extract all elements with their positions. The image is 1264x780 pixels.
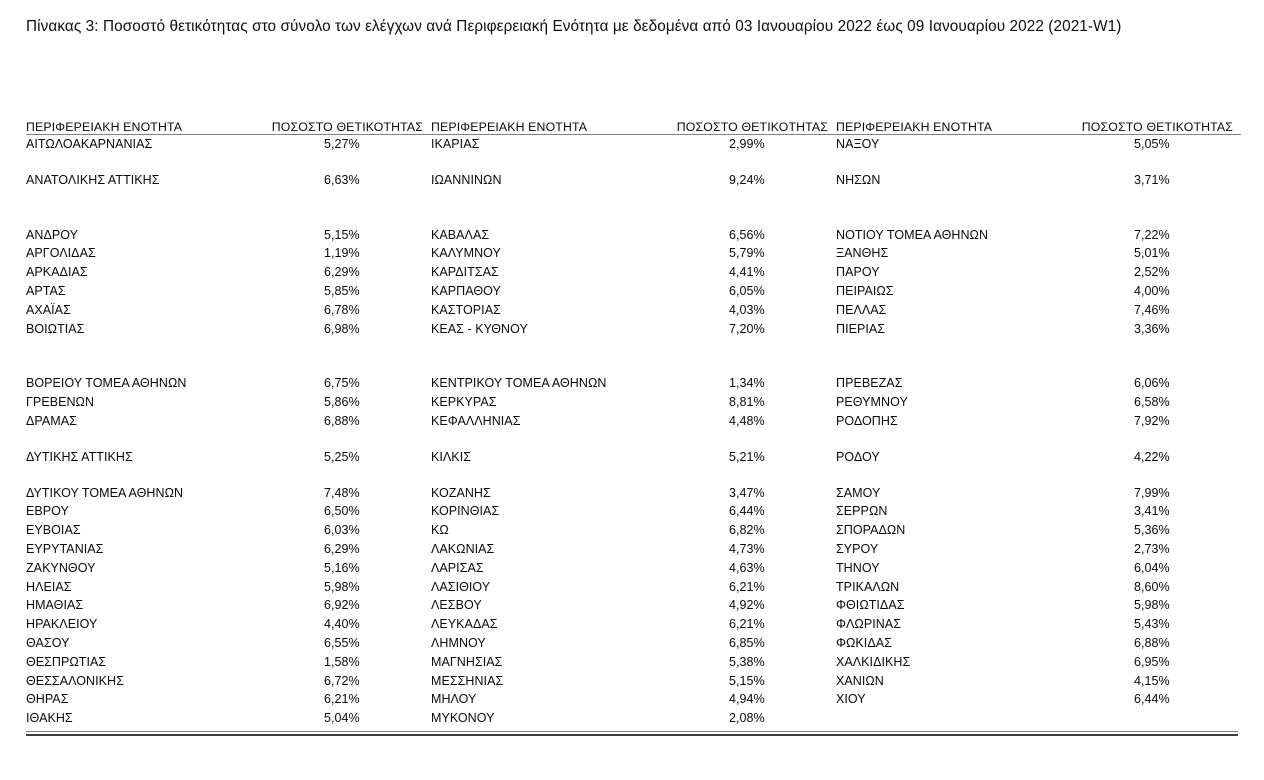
table-header <box>26 120 1241 135</box>
positivity-value-cell: 8,81% <box>729 395 765 410</box>
positivity-value-cell: 6,44% <box>1134 692 1170 707</box>
region-name-cell <box>836 709 1036 728</box>
region-name-cell: ΘΕΣΣΑΛΟΝΙΚΗΣ <box>26 673 124 688</box>
positivity-value-cell: 3,41% <box>1134 504 1170 519</box>
positivity-value-cell: 6,04% <box>1134 560 1170 575</box>
table-row <box>26 615 1241 634</box>
spacer-cell <box>26 467 1241 484</box>
positivity-value-cell: 3,36% <box>1134 321 1170 336</box>
positivity-value-cell: 6,56% <box>729 227 765 242</box>
table-row <box>26 521 1241 540</box>
region-name-cell: ΝΗΣΩΝ <box>836 172 881 187</box>
positivity-value-cell: 9,24% <box>729 172 765 187</box>
positivity-value-cell: 6,06% <box>1134 376 1170 391</box>
positivity-value-cell: 5,15% <box>324 227 360 242</box>
region-name-cell: ΦΩΚΙΔΑΣ <box>836 635 892 650</box>
region-name-cell: ΙΚΑΡΙΑΣ <box>431 137 480 151</box>
positivity-rate-table <box>26 120 1241 728</box>
column-header-region-2: ΠΕΡΙΦΕΡΕΙΑΚΗ ΕΝΟΤΗΤΑ <box>431 120 631 135</box>
positivity-value-cell: 6,50% <box>324 504 360 519</box>
positivity-value-cell: 6,55% <box>324 635 360 650</box>
positivity-value-cell: 5,15% <box>729 673 765 688</box>
region-name-cell: ΣΑΜΟΥ <box>836 485 881 500</box>
region-name-cell: ΧΙΟΥ <box>836 692 866 707</box>
positivity-value-cell: 5,85% <box>324 283 360 298</box>
region-name-cell: ΒΟΡΕΙΟΥ ΤΟΜΕΑ ΑΘΗΝΩΝ <box>26 376 187 391</box>
region-name-cell: ΑΡΚΑΔΙΑΣ <box>26 265 88 280</box>
positivity-value-cell: 6,03% <box>324 523 360 538</box>
region-name-cell: ΕΥΡΥΤΑΝΙΑΣ <box>26 541 104 556</box>
region-name-cell: ΦΘΙΩΤΙΔΑΣ <box>836 598 905 613</box>
positivity-value-cell: 4,00% <box>1134 283 1170 298</box>
table-row-spacer <box>26 356 1241 374</box>
region-name-cell: ΚΕΝΤΡΙΚΟΥ ΤΟΜΕΑ ΑΘΗΝΩΝ <box>431 376 607 391</box>
positivity-value-cell: 6,75% <box>324 376 360 391</box>
positivity-value-cell: 7,99% <box>1134 485 1170 500</box>
region-name-cell: ΚΑΣΤΟΡΙΑΣ <box>431 302 501 317</box>
region-name-cell: ΘΕΣΠΡΩΤΙΑΣ <box>26 654 107 669</box>
region-name-cell: ΛΑΣΙΘΙΟΥ <box>431 579 491 594</box>
positivity-value-cell: 5,27% <box>324 137 360 151</box>
positivity-value-cell: 7,20% <box>729 321 765 336</box>
rule-thick <box>26 734 1238 736</box>
positivity-value-cell: 4,48% <box>729 413 765 428</box>
region-name-cell: ΤΗΝΟΥ <box>836 560 880 575</box>
spacer-cell <box>26 154 1241 171</box>
table-row <box>26 244 1241 263</box>
column-header-percent-1: ΠΟΣΟΣΤΟ ΘΕΤΙΚΟΤΗΤΑΣ <box>226 120 431 135</box>
region-name-cell: ΛΑΡΙΣΑΣ <box>431 560 484 575</box>
positivity-value-cell: 4,15% <box>1134 673 1170 688</box>
positivity-value-cell: 5,79% <box>729 246 765 261</box>
positivity-value-cell: 5,05% <box>1134 137 1170 151</box>
table-row <box>26 263 1241 282</box>
spacer-cell <box>26 190 1241 208</box>
table-row-spacer <box>26 154 1241 171</box>
positivity-value-cell: 4,22% <box>1134 449 1170 464</box>
positivity-value-cell: 5,36% <box>1134 523 1170 538</box>
positivity-value-cell: 6,98% <box>324 321 360 336</box>
region-name-cell: ΤΡΙΚΑΛΩΝ <box>836 579 900 594</box>
region-name-cell: ΠΕΛΛΑΣ <box>836 302 887 317</box>
positivity-value-cell: 6,05% <box>729 283 765 298</box>
region-name-cell: ΠΑΡΟΥ <box>836 265 880 280</box>
region-name-cell: ΗΡΑΚΛΕΙΟΥ <box>26 617 98 632</box>
region-name-cell: ΜΥΚΟΝΟΥ <box>431 711 495 726</box>
table-row <box>26 226 1241 245</box>
region-name-cell: ΚΕΡΚΥΡΑΣ <box>431 395 497 410</box>
column-header-percent-2: ΠΟΣΟΣΤΟ ΘΕΤΙΚΟΤΗΤΑΣ <box>631 120 836 135</box>
region-name-cell: ΛΕΣΒΟΥ <box>431 598 482 613</box>
column-header-region-1: ΠΕΡΙΦΕΡΕΙΑΚΗ ΕΝΟΤΗΤΑ <box>26 120 226 135</box>
positivity-value-cell: 6,21% <box>324 692 360 707</box>
table-row <box>26 393 1241 412</box>
positivity-rate-table-container <box>26 120 1238 728</box>
region-name-cell: ΧΑΛΚΙΔΙΚΗΣ <box>836 654 911 669</box>
spacer-cell <box>26 338 1241 356</box>
table-row <box>26 653 1241 672</box>
region-name-cell: ΚΑΡΔΙΤΣΑΣ <box>431 265 499 280</box>
positivity-value-cell: 5,98% <box>324 579 360 594</box>
positivity-value-cell: 4,94% <box>729 692 765 707</box>
table-row <box>26 502 1241 521</box>
positivity-value-cell: 2,52% <box>1134 265 1170 280</box>
positivity-value-cell: 2,08% <box>729 711 765 726</box>
table-row <box>26 484 1241 503</box>
region-name-cell: ΚΑΡΠΑΘΟΥ <box>431 283 501 298</box>
region-name-cell: ΚΕΑΣ - ΚΥΘΝΟΥ <box>431 321 528 336</box>
region-name-cell: ΕΥΒΟΙΑΣ <box>26 523 81 538</box>
region-name-cell: ΠΙΕΡΙΑΣ <box>836 321 886 336</box>
region-name-cell: ΗΜΑΘΙΑΣ <box>26 598 84 613</box>
table-row-spacer <box>26 431 1241 448</box>
region-name-cell: ΙΩΑΝΝΙΝΩΝ <box>431 172 502 187</box>
spacer-cell <box>26 356 1241 374</box>
table-row-spacer <box>26 190 1241 208</box>
region-name-cell: ΙΘΑΚΗΣ <box>26 711 73 726</box>
region-name-cell: ΔΡΑΜΑΣ <box>26 413 77 428</box>
positivity-value-cell: 5,21% <box>729 449 765 464</box>
column-header-region-3: ΠΕΡΙΦΕΡΕΙΑΚΗ ΕΝΟΤΗΤΑ <box>836 120 1036 135</box>
region-name-cell: ΜΑΓΝΗΣΙΑΣ <box>431 654 503 669</box>
positivity-value-cell: 6,72% <box>324 673 360 688</box>
region-name-cell: ΑΝΔΡΟΥ <box>26 227 79 242</box>
table-row <box>26 412 1241 431</box>
positivity-value-cell: 6,88% <box>324 413 360 428</box>
spacer-cell <box>26 431 1241 448</box>
positivity-value-cell <box>1036 709 1241 728</box>
positivity-value-cell: 2,73% <box>1134 541 1170 556</box>
positivity-value-cell: 6,85% <box>729 635 765 650</box>
table-row <box>26 578 1241 597</box>
table-row <box>26 374 1241 393</box>
positivity-value-cell: 6,44% <box>729 504 765 519</box>
positivity-value-cell: 3,71% <box>1134 172 1170 187</box>
region-name-cell: ΑΙΤΩΛΟΑΚΑΡΝΑΝΙΑΣ <box>26 137 153 151</box>
region-name-cell: ΡΟΔΟΥ <box>836 449 880 464</box>
region-name-cell: ΖΑΚΥΝΘΟΥ <box>26 560 96 575</box>
positivity-value-cell: 6,29% <box>324 541 360 556</box>
table-row <box>26 672 1241 691</box>
positivity-value-cell: 6,95% <box>1134 654 1170 669</box>
table-row <box>26 709 1241 728</box>
region-name-cell: ΝΟΤΙΟΥ ΤΟΜΕΑ ΑΘΗΝΩΝ <box>836 227 989 242</box>
table-row <box>26 282 1241 301</box>
region-name-cell: ΠΡΕΒΕΖΑΣ <box>836 376 903 391</box>
region-name-cell: ΞΑΝΘΗΣ <box>836 246 889 261</box>
region-name-cell: ΚΕΦΑΛΛΗΝΙΑΣ <box>431 413 521 428</box>
region-name-cell: ΛΗΜΝΟΥ <box>431 635 486 650</box>
table-bottom-rule <box>26 731 1238 736</box>
region-name-cell: ΘΑΣΟΥ <box>26 635 70 650</box>
region-name-cell: ΣΠΟΡΑΔΩΝ <box>836 523 906 538</box>
region-name-cell: ΦΛΩΡΙΝΑΣ <box>836 617 901 632</box>
positivity-value-cell: 1,34% <box>729 376 765 391</box>
positivity-value-cell: 1,19% <box>324 246 360 261</box>
positivity-value-cell: 6,92% <box>324 598 360 613</box>
region-name-cell: ΚΟΖΑΝΗΣ <box>431 485 491 500</box>
region-name-cell: ΚΙΛΚΙΣ <box>431 449 471 464</box>
positivity-value-cell: 4,63% <box>729 560 765 575</box>
positivity-value-cell: 6,78% <box>324 302 360 317</box>
region-name-cell: ΚΑΒΑΛΑΣ <box>431 227 490 242</box>
table-row-spacer <box>26 338 1241 356</box>
positivity-value-cell: 4,92% <box>729 598 765 613</box>
table-row <box>26 690 1241 709</box>
table-row <box>26 135 1241 154</box>
positivity-value-cell: 7,92% <box>1134 413 1170 428</box>
region-name-cell: ΡΕΘΥΜΝΟΥ <box>836 395 908 410</box>
positivity-value-cell: 7,22% <box>1134 227 1170 242</box>
region-name-cell: ΗΛΕΙΑΣ <box>26 579 72 594</box>
positivity-value-cell: 4,40% <box>324 617 360 632</box>
region-name-cell: ΚΟΡΙΝΘΙΑΣ <box>431 504 500 519</box>
positivity-value-cell: 6,88% <box>1134 635 1170 650</box>
table-caption: Πίνακας 3: Ποσοστό θετικότητας στο σύνολο των ελέγχων ανά Περιφερειακή Ενότητα με δεδομένα από 03 Ιανουαρίου 2022 έως 09 Ιανουαρίου 2022 (2021-W1) <box>26 18 1122 35</box>
positivity-value-cell: 1,58% <box>324 654 360 669</box>
table-row-spacer <box>26 467 1241 484</box>
positivity-value-cell: 6,29% <box>324 265 360 280</box>
region-name-cell: ΒΟΙΩΤΙΑΣ <box>26 321 85 336</box>
positivity-value-cell: 5,43% <box>1134 617 1170 632</box>
table-row-spacer <box>26 208 1241 226</box>
positivity-value-cell: 5,25% <box>324 449 360 464</box>
region-name-cell: ΑΝΑΤΟΛΙΚΗΣ ΑΤΤΙΚΗΣ <box>26 172 160 187</box>
region-name-cell: ΑΧΑΪΑΣ <box>26 302 71 317</box>
spacer-cell <box>26 208 1241 226</box>
region-name-cell: ΜΕΣΣΗΝΙΑΣ <box>431 673 504 688</box>
table-row <box>26 634 1241 653</box>
table-row <box>26 171 1241 190</box>
positivity-value-cell: 6,21% <box>729 579 765 594</box>
positivity-value-cell: 4,41% <box>729 265 765 280</box>
region-name-cell: ΝΑΞΟΥ <box>836 137 880 151</box>
region-name-cell: ΛΑΚΩΝΙΑΣ <box>431 541 495 556</box>
table-row <box>26 448 1241 467</box>
table-row <box>26 320 1241 339</box>
region-name-cell: ΣΥΡΟΥ <box>836 541 879 556</box>
positivity-value-cell: 8,60% <box>1134 579 1170 594</box>
region-name-cell: ΑΡΤΑΣ <box>26 283 66 298</box>
table-row <box>26 596 1241 615</box>
region-name-cell: ΠΕΙΡΑΙΩΣ <box>836 283 894 298</box>
positivity-value-cell: 4,03% <box>729 302 765 317</box>
region-name-cell: ΜΗΛΟΥ <box>431 692 477 707</box>
positivity-value-cell: 5,98% <box>1134 598 1170 613</box>
column-header-percent-3: ΠΟΣΟΣΤΟ ΘΕΤΙΚΟΤΗΤΑΣ <box>1036 120 1241 135</box>
table-row <box>26 559 1241 578</box>
positivity-value-cell: 5,04% <box>324 711 360 726</box>
positivity-value-cell: 7,46% <box>1134 302 1170 317</box>
positivity-value-cell: 5,01% <box>1134 246 1170 261</box>
region-name-cell: ΚΩ <box>431 523 449 538</box>
table-row <box>26 301 1241 320</box>
region-name-cell: ΧΑΝΙΩΝ <box>836 673 884 688</box>
positivity-value-cell: 5,16% <box>324 560 360 575</box>
region-name-cell: ΓΡΕΒΕΝΩΝ <box>26 395 95 410</box>
positivity-value-cell: 2,99% <box>729 137 765 151</box>
region-name-cell: ΑΡΓΟΛΙΔΑΣ <box>26 246 96 261</box>
table-row <box>26 540 1241 559</box>
region-name-cell: ΔΥΤΙΚΗΣ ΑΤΤΙΚΗΣ <box>26 449 133 464</box>
positivity-value-cell: 6,21% <box>729 617 765 632</box>
region-name-cell: ΣΕΡΡΩΝ <box>836 504 888 519</box>
positivity-value-cell: 4,73% <box>729 541 765 556</box>
region-name-cell: ΛΕΥΚΑΔΑΣ <box>431 617 498 632</box>
positivity-value-cell: 3,47% <box>729 485 765 500</box>
region-name-cell: ΡΟΔΟΠΗΣ <box>836 413 898 428</box>
table-body <box>26 135 1241 728</box>
positivity-value-cell: 5,38% <box>729 654 765 669</box>
region-name-cell: ΕΒΡΟΥ <box>26 504 69 519</box>
region-name-cell: ΔΥΤΙΚΟΥ ΤΟΜΕΑ ΑΘΗΝΩΝ <box>26 485 184 500</box>
positivity-value-cell: 6,63% <box>324 172 360 187</box>
positivity-value-cell: 7,48% <box>324 485 360 500</box>
region-name-cell: ΚΑΛΥΜΝΟΥ <box>431 246 501 261</box>
region-name-cell: ΘΗΡΑΣ <box>26 692 69 707</box>
positivity-value-cell: 6,82% <box>729 523 765 538</box>
positivity-value-cell: 6,58% <box>1134 395 1170 410</box>
positivity-value-cell: 5,86% <box>324 395 360 410</box>
table-header-row <box>26 120 1241 135</box>
